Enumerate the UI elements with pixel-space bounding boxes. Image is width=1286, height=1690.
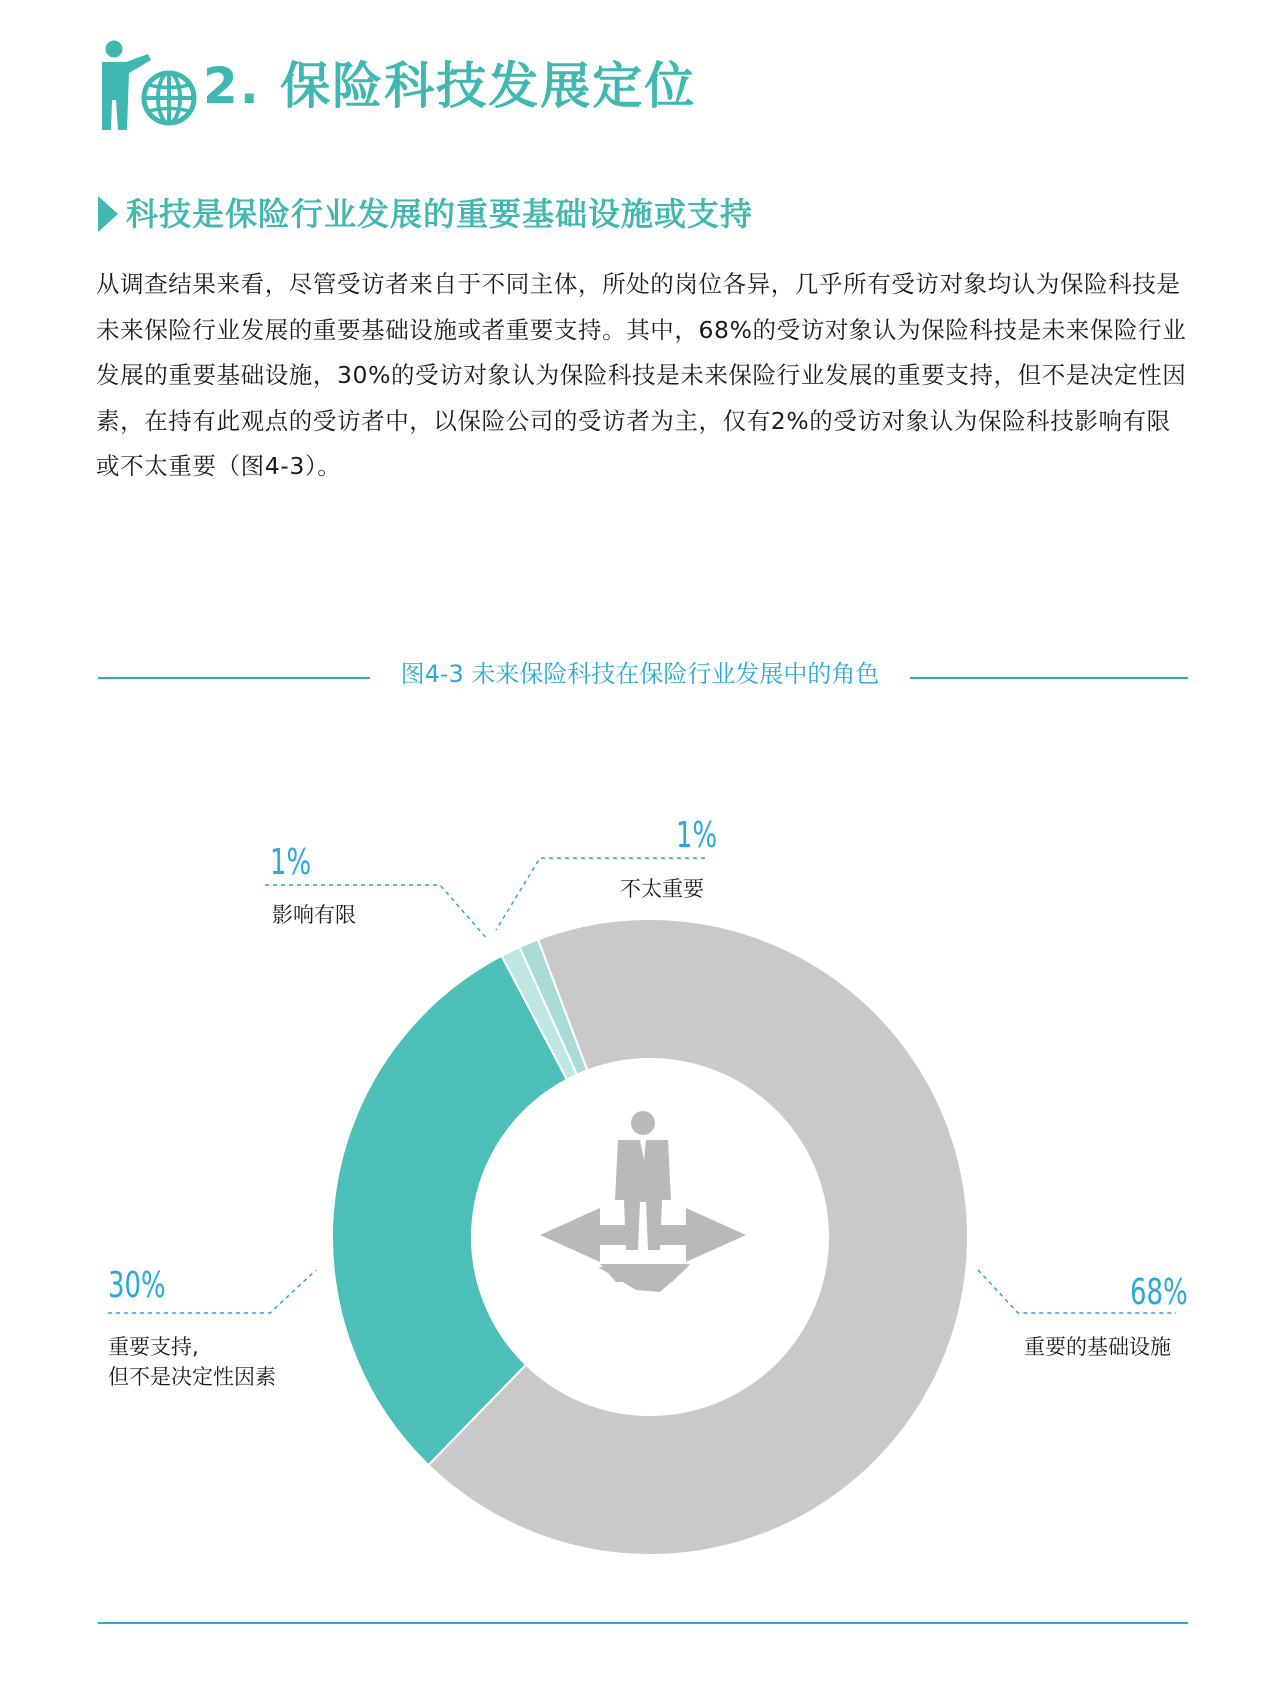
page-title: 2. 保险科技发展定位 [203,57,697,115]
bottom-rule [98,1622,1188,1624]
person-crossroads-icon [540,1111,746,1292]
caption-rule-right [910,677,1188,679]
caption-rule-left [98,677,370,679]
label-infrastructure: 重要的基础设施 [1024,1335,1171,1359]
label-pct-infrastructure: 68% [1130,1272,1188,1313]
label-pct-limited: 1% [270,842,312,883]
figure-caption: 图4-3 未来保险科技在保险行业发展中的角色 [400,660,880,688]
body-paragraph: 从调查结果来看，尽管受访者来自于不同主体，所处的岗位各异，几乎所有受访对象均认为保险科技是未来保险行业发展的重要基础设施或者重要支持。其中，68%的受访对象认为保险科技是未来保险行业发展的重要基础设施，30%的受访对象认为保险科技是未来保险行业发展的重要支持，但不是决定性因素，在持有此观点的受访者中，以保险公司的受访者为主，仅有2%的受访对象认为保险科技影响有限或不太重要（图4-3）。 [96,270,1187,480]
presenter-globe-icon [96,40,198,130]
label-support-line2: 但不是决定性因素 [108,1365,276,1389]
label-pct-support: 30% [108,1265,166,1306]
section-marker-icon [98,196,118,232]
donut-chart [0,740,1286,1660]
label-pct-not-important: 1% [676,815,718,856]
label-support-line1: 重要支持, [108,1335,199,1359]
section-heading: 科技是保险行业发展的重要基础设施或支持 [126,195,754,233]
label-limited: 影响有限 [272,903,356,927]
label-not-important: 不太重要 [620,877,704,901]
